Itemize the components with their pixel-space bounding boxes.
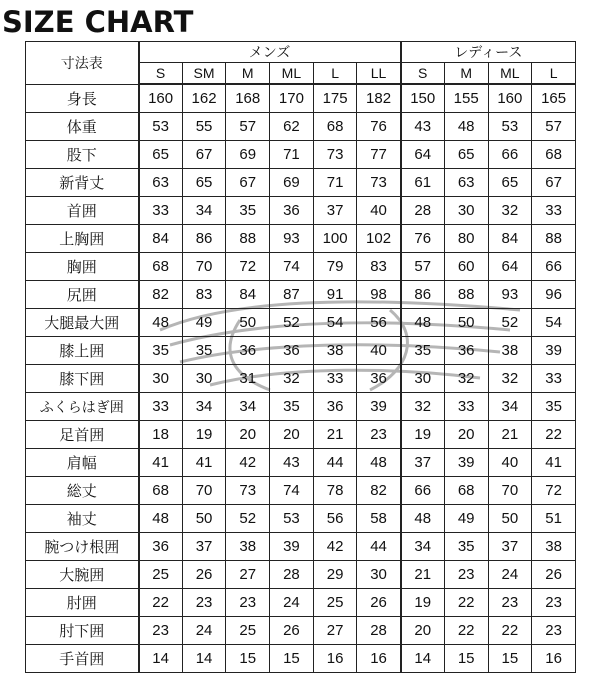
table-cell: 38 xyxy=(226,533,270,561)
table-cell: 35 xyxy=(401,337,445,365)
table-row xyxy=(26,645,576,673)
table-cell: 53 xyxy=(488,113,532,141)
table-cell: 21 xyxy=(401,561,445,589)
table-cell: 14 xyxy=(182,645,226,673)
table-cell: 73 xyxy=(226,477,270,505)
table-cell: 67 xyxy=(226,169,270,197)
table-cell: 93 xyxy=(488,281,532,309)
table-cell: 70 xyxy=(182,253,226,281)
table-cell: 18 xyxy=(139,421,183,449)
table-cell: 32 xyxy=(401,393,445,421)
table-cell: 35 xyxy=(182,337,226,365)
table-cell: 26 xyxy=(532,561,576,589)
table-cell: 100 xyxy=(313,225,357,253)
table-cell: 54 xyxy=(532,309,576,337)
table-cell: 65 xyxy=(488,169,532,197)
table-cell: 33 xyxy=(532,365,576,393)
table-cell: 84 xyxy=(488,225,532,253)
row-label: ふくらはぎ囲 xyxy=(26,393,139,421)
table-cell: 65 xyxy=(139,141,183,169)
table-cell: 39 xyxy=(532,337,576,365)
size-header: L xyxy=(532,63,576,85)
table-cell: 25 xyxy=(313,589,357,617)
table-cell: 30 xyxy=(357,561,401,589)
table-cell: 49 xyxy=(444,505,488,533)
table-cell: 28 xyxy=(357,617,401,645)
table-cell: 23 xyxy=(182,589,226,617)
table-cell: 23 xyxy=(226,589,270,617)
table-cell: 31 xyxy=(226,365,270,393)
table-cell: 24 xyxy=(270,589,314,617)
table-cell: 23 xyxy=(532,617,576,645)
table-cell: 48 xyxy=(401,505,445,533)
table-cell: 36 xyxy=(226,337,270,365)
table-cell: 50 xyxy=(226,309,270,337)
table-cell: 49 xyxy=(182,309,226,337)
table-cell: 88 xyxy=(226,225,270,253)
table-cell: 23 xyxy=(357,421,401,449)
table-cell: 76 xyxy=(401,225,445,253)
row-label: 肘囲 xyxy=(26,589,139,617)
table-cell: 57 xyxy=(532,113,576,141)
table-cell: 30 xyxy=(444,197,488,225)
table-cell: 69 xyxy=(226,141,270,169)
table-cell: 34 xyxy=(488,393,532,421)
table-cell: 22 xyxy=(139,589,183,617)
table-cell: 15 xyxy=(488,645,532,673)
table-cell: 78 xyxy=(313,477,357,505)
table-cell: 26 xyxy=(182,561,226,589)
table-cell: 19 xyxy=(182,421,226,449)
table-cell: 65 xyxy=(182,169,226,197)
table-row xyxy=(26,393,576,421)
size-header: S xyxy=(139,63,183,85)
table-cell: 30 xyxy=(182,365,226,393)
row-label: 大腕囲 xyxy=(26,561,139,589)
table-cell: 40 xyxy=(357,197,401,225)
table-cell: 36 xyxy=(270,337,314,365)
size-header: ML xyxy=(270,63,314,85)
table-cell: 70 xyxy=(182,477,226,505)
table-cell: 57 xyxy=(401,253,445,281)
table-row xyxy=(26,113,576,141)
table-cell: 16 xyxy=(532,645,576,673)
size-header: M xyxy=(226,63,270,85)
table-row xyxy=(26,533,576,561)
table-cell: 33 xyxy=(139,197,183,225)
table-row xyxy=(26,589,576,617)
table-cell: 53 xyxy=(139,113,183,141)
table-cell: 23 xyxy=(139,617,183,645)
table-cell: 86 xyxy=(401,281,445,309)
table-cell: 35 xyxy=(139,337,183,365)
table-cell: 82 xyxy=(139,281,183,309)
table-cell: 26 xyxy=(270,617,314,645)
table-cell: 79 xyxy=(313,253,357,281)
row-label: 首囲 xyxy=(26,197,139,225)
table-cell: 15 xyxy=(270,645,314,673)
table-cell: 22 xyxy=(444,589,488,617)
table-cell: 34 xyxy=(182,393,226,421)
table-cell: 71 xyxy=(313,169,357,197)
table-cell: 27 xyxy=(313,617,357,645)
table-cell: 50 xyxy=(182,505,226,533)
table-cell: 16 xyxy=(357,645,401,673)
table-cell: 74 xyxy=(270,253,314,281)
table-cell: 82 xyxy=(357,477,401,505)
table-cell: 23 xyxy=(532,589,576,617)
table-cell: 39 xyxy=(270,533,314,561)
table-cell: 84 xyxy=(139,225,183,253)
row-label: 総丈 xyxy=(26,477,139,505)
group-ladies: レディース xyxy=(401,42,576,63)
table-row xyxy=(26,477,576,505)
table-cell: 34 xyxy=(401,533,445,561)
table-cell: 66 xyxy=(532,253,576,281)
table-cell: 37 xyxy=(401,449,445,477)
table-cell: 67 xyxy=(532,169,576,197)
table-cell: 51 xyxy=(532,505,576,533)
table-cell: 14 xyxy=(401,645,445,673)
table-cell: 72 xyxy=(226,253,270,281)
table-cell: 62 xyxy=(270,113,314,141)
table-cell: 38 xyxy=(488,337,532,365)
table-cell: 88 xyxy=(444,281,488,309)
row-label: 足首囲 xyxy=(26,421,139,449)
size-header: S xyxy=(401,63,445,85)
table-row xyxy=(26,365,576,393)
table-cell: 22 xyxy=(444,617,488,645)
table-cell: 73 xyxy=(357,169,401,197)
table-cell: 56 xyxy=(313,505,357,533)
table-cell: 32 xyxy=(488,365,532,393)
table-cell: 35 xyxy=(444,533,488,561)
table-cell: 25 xyxy=(139,561,183,589)
table-cell: 83 xyxy=(357,253,401,281)
size-header: LL xyxy=(357,63,401,85)
table-row xyxy=(26,505,576,533)
table-cell: 35 xyxy=(532,393,576,421)
size-header: L xyxy=(313,63,357,85)
table-cell: 19 xyxy=(401,589,445,617)
size-chart-table xyxy=(25,41,576,673)
table-cell: 63 xyxy=(139,169,183,197)
table-cell: 26 xyxy=(357,589,401,617)
table-cell: 55 xyxy=(182,113,226,141)
size-header: SM xyxy=(182,63,226,85)
table-cell: 21 xyxy=(488,421,532,449)
table-cell: 27 xyxy=(226,561,270,589)
table-cell: 50 xyxy=(488,505,532,533)
table-cell: 20 xyxy=(401,617,445,645)
table-cell: 91 xyxy=(313,281,357,309)
table-cell: 34 xyxy=(226,393,270,421)
table-row xyxy=(26,617,576,645)
table-cell: 33 xyxy=(313,365,357,393)
table-cell: 15 xyxy=(226,645,270,673)
table-cell: 40 xyxy=(488,449,532,477)
table-cell: 67 xyxy=(182,141,226,169)
table-cell: 24 xyxy=(182,617,226,645)
table-cell: 38 xyxy=(532,533,576,561)
table-cell: 86 xyxy=(182,225,226,253)
table-cell: 52 xyxy=(270,309,314,337)
table-cell: 34 xyxy=(182,197,226,225)
table-cell: 162 xyxy=(182,84,226,113)
table-row xyxy=(26,141,576,169)
table-cell: 36 xyxy=(139,533,183,561)
table-cell: 74 xyxy=(270,477,314,505)
table-cell: 64 xyxy=(401,141,445,169)
table-row xyxy=(26,84,576,113)
table-cell: 150 xyxy=(401,84,445,113)
table-cell: 88 xyxy=(532,225,576,253)
table-cell: 160 xyxy=(488,84,532,113)
table-cell: 28 xyxy=(401,197,445,225)
table-cell: 41 xyxy=(532,449,576,477)
group-mens: メンズ xyxy=(139,42,401,63)
table-cell: 35 xyxy=(270,393,314,421)
table-cell: 44 xyxy=(357,533,401,561)
table-cell: 102 xyxy=(357,225,401,253)
corner-label: 寸法表 xyxy=(26,42,139,85)
table-cell: 48 xyxy=(401,309,445,337)
table-cell: 68 xyxy=(444,477,488,505)
table-cell: 39 xyxy=(357,393,401,421)
table-cell: 87 xyxy=(270,281,314,309)
table-cell: 68 xyxy=(139,253,183,281)
size-header: M xyxy=(444,63,488,85)
table-row xyxy=(26,337,576,365)
table-cell: 37 xyxy=(313,197,357,225)
table-cell: 68 xyxy=(313,113,357,141)
table-cell: 42 xyxy=(313,533,357,561)
table-cell: 96 xyxy=(532,281,576,309)
table-cell: 20 xyxy=(444,421,488,449)
table-cell: 170 xyxy=(270,84,314,113)
table-row xyxy=(26,561,576,589)
table-cell: 36 xyxy=(270,197,314,225)
table-cell: 20 xyxy=(270,421,314,449)
row-label: 新背丈 xyxy=(26,169,139,197)
row-label: 上胸囲 xyxy=(26,225,139,253)
table-cell: 66 xyxy=(401,477,445,505)
table-cell: 23 xyxy=(488,589,532,617)
table-cell: 38 xyxy=(313,337,357,365)
table-cell: 16 xyxy=(313,645,357,673)
table-cell: 50 xyxy=(444,309,488,337)
table-cell: 53 xyxy=(270,505,314,533)
table-cell: 42 xyxy=(226,449,270,477)
row-label: 肘下囲 xyxy=(26,617,139,645)
table-cell: 30 xyxy=(401,365,445,393)
table-cell: 48 xyxy=(357,449,401,477)
table-row xyxy=(26,253,576,281)
table-cell: 36 xyxy=(444,337,488,365)
table-cell: 48 xyxy=(444,113,488,141)
table-cell: 56 xyxy=(357,309,401,337)
table-cell: 61 xyxy=(401,169,445,197)
row-label: 尻囲 xyxy=(26,281,139,309)
table-row xyxy=(26,309,576,337)
table-cell: 83 xyxy=(182,281,226,309)
table-cell: 14 xyxy=(139,645,183,673)
table-cell: 43 xyxy=(270,449,314,477)
table-cell: 54 xyxy=(313,309,357,337)
table-cell: 70 xyxy=(488,477,532,505)
table-cell: 77 xyxy=(357,141,401,169)
table-cell: 66 xyxy=(488,141,532,169)
table-cell: 57 xyxy=(226,113,270,141)
table-cell: 168 xyxy=(226,84,270,113)
row-label: 肩幅 xyxy=(26,449,139,477)
row-label: 膝下囲 xyxy=(26,365,139,393)
table-cell: 36 xyxy=(313,393,357,421)
table-cell: 41 xyxy=(139,449,183,477)
table-cell: 60 xyxy=(444,253,488,281)
table-cell: 32 xyxy=(270,365,314,393)
table-cell: 84 xyxy=(226,281,270,309)
table-cell: 33 xyxy=(532,197,576,225)
table-cell: 28 xyxy=(270,561,314,589)
table-cell: 30 xyxy=(139,365,183,393)
table-cell: 93 xyxy=(270,225,314,253)
table-cell: 41 xyxy=(182,449,226,477)
table-cell: 19 xyxy=(401,421,445,449)
table-cell: 48 xyxy=(139,505,183,533)
table-cell: 21 xyxy=(313,421,357,449)
table-cell: 182 xyxy=(357,84,401,113)
table-cell: 155 xyxy=(444,84,488,113)
row-label: 袖丈 xyxy=(26,505,139,533)
table-cell: 23 xyxy=(444,561,488,589)
table-cell: 175 xyxy=(313,84,357,113)
row-label: 股下 xyxy=(26,141,139,169)
row-label: 胸囲 xyxy=(26,253,139,281)
table-cell: 68 xyxy=(532,141,576,169)
table-cell: 80 xyxy=(444,225,488,253)
table-cell: 73 xyxy=(313,141,357,169)
table-row xyxy=(26,197,576,225)
table-cell: 69 xyxy=(270,169,314,197)
table-cell: 20 xyxy=(226,421,270,449)
table-cell: 29 xyxy=(313,561,357,589)
table-cell: 43 xyxy=(401,113,445,141)
table-cell: 52 xyxy=(488,309,532,337)
table-cell: 33 xyxy=(139,393,183,421)
table-cell: 37 xyxy=(182,533,226,561)
row-label: 身長 xyxy=(26,84,139,113)
table-row xyxy=(26,169,576,197)
table-cell: 36 xyxy=(357,365,401,393)
row-label: 腕つけ根囲 xyxy=(26,533,139,561)
table-cell: 76 xyxy=(357,113,401,141)
table-cell: 98 xyxy=(357,281,401,309)
table-cell: 160 xyxy=(139,84,183,113)
row-label: 体重 xyxy=(26,113,139,141)
row-label: 手首囲 xyxy=(26,645,139,673)
table-cell: 48 xyxy=(139,309,183,337)
table-cell: 22 xyxy=(488,617,532,645)
table-cell: 37 xyxy=(488,533,532,561)
row-label: 大腿最大囲 xyxy=(26,309,139,337)
table-row xyxy=(26,281,576,309)
table-cell: 63 xyxy=(444,169,488,197)
table-cell: 24 xyxy=(488,561,532,589)
table-cell: 72 xyxy=(532,477,576,505)
table-cell: 58 xyxy=(357,505,401,533)
table-cell: 32 xyxy=(488,197,532,225)
table-row xyxy=(26,421,576,449)
table-cell: 33 xyxy=(444,393,488,421)
table-row xyxy=(26,449,576,477)
table-cell: 40 xyxy=(357,337,401,365)
table-cell: 35 xyxy=(226,197,270,225)
row-label: 膝上囲 xyxy=(26,337,139,365)
table-row xyxy=(26,225,576,253)
table-cell: 39 xyxy=(444,449,488,477)
table-cell: 64 xyxy=(488,253,532,281)
table-cell: 165 xyxy=(532,84,576,113)
table-cell: 44 xyxy=(313,449,357,477)
table-cell: 71 xyxy=(270,141,314,169)
table-cell: 65 xyxy=(444,141,488,169)
table-cell: 15 xyxy=(444,645,488,673)
page-title: SIZE CHART xyxy=(2,5,194,39)
table-cell: 32 xyxy=(444,365,488,393)
table-cell: 68 xyxy=(139,477,183,505)
table-cell: 52 xyxy=(226,505,270,533)
size-header: ML xyxy=(488,63,532,85)
table-cell: 25 xyxy=(226,617,270,645)
table-cell: 22 xyxy=(532,421,576,449)
